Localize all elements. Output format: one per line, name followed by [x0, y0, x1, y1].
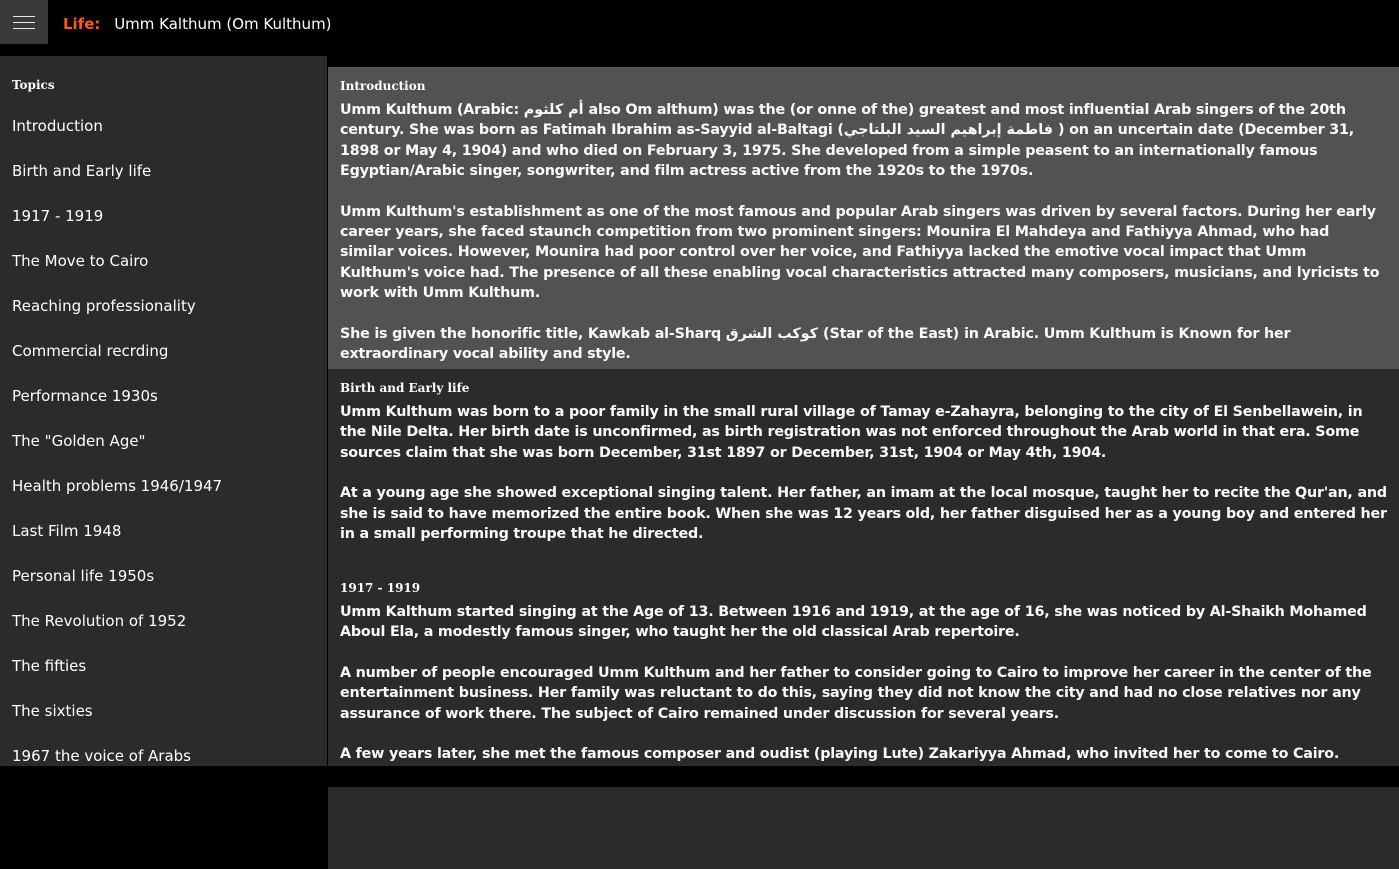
- topic-item-personal-life[interactable]: Personal life 1950s: [12, 567, 155, 585]
- topic-item-fifties[interactable]: The fifties: [12, 657, 87, 675]
- section-body: [340, 100, 1387, 364]
- paragraph: Umm Kulthum's establishment as one of the most famous and popular Arab singers was driven by several factors. During her early career years, she faced staunch competition from two prominent singers: Mounira El Mahdeya and Fathiyya Ahmad, who had similar voices. However, Mounira had poor control over her voice, and Fathiyya lacked the emotive vocal impact that Umm Kulthum's voice had. The presence of all these enabling vocal characteristics attracted many composers, musicians, and lyricists to work with Umm Kulthum.: [340, 203, 1380, 302]
- topics-sidebar[interactable]: [0, 56, 327, 766]
- paragraph: At a young age she showed exceptional singing talent. Her father, an imam at the local mosque, taught her to recite the Qur'an, and she is said to have memorized the entire book. When she was 12 years old, her father disguised her as a young boy and entered her in a small performing troupe that he directed.: [340, 485, 1387, 543]
- paragraph: Umm Kulthum was born to a poor family in the small rural village of Tamay e-Zahayra, belonging to the city of El Senbellawein, in the Nile Delta. Her birth date is unconfirmed, as birth registration was not enforced throughout the Arab world in that era. Some sources claim that she was born December, 31st 1897 or December, 31st, 1904 or May 4th, 1904.: [340, 404, 1363, 461]
- title-bar: [0, 0, 1399, 56]
- section-1917-1919[interactable]: [328, 569, 1399, 869]
- section-body: [340, 602, 1387, 785]
- title-text: Umm Kalthum (Om Kulthum): [114, 15, 332, 33]
- topic-item-move-to-cairo[interactable]: The Move to Cairo: [12, 252, 149, 270]
- topics-heading: Topics: [12, 78, 55, 92]
- topic-item-golden-age[interactable]: The "Golden Age": [12, 432, 146, 450]
- hamburger-line: [13, 28, 35, 29]
- topic-item-1967-voice-of-arabs[interactable]: 1967 the voice of Arabs: [12, 747, 191, 765]
- paragraph: A number of people encouraged Umm Kulthum and her father to consider going to Cairo to improve her career in the center of the entertainment business. Her family was reluctant to do this, saying they did not know the city and had no close relatives nor any assurance of work there. The subject of Cairo remained under discussion for several years.: [340, 664, 1372, 722]
- topic-item-health-problems[interactable]: Health problems 1946/1947: [12, 477, 223, 495]
- article-content[interactable]: [328, 67, 1399, 766]
- topic-item-sixties[interactable]: The sixties: [12, 702, 93, 720]
- topic-item-commercial-recording[interactable]: Commercial recrding: [12, 342, 169, 360]
- title-prefix: Life:: [63, 15, 101, 33]
- paragraph: Umm Kalthum started singing at the Age of 13. Between 1916 and 1919, at the age of 16, she was noticed by Al-Shaikh Mohamed Aboul Ela, a modestly famous singer, who taught her the old classical Arab repertoire.: [340, 604, 1367, 641]
- paragraph: Umm Kulthum (Arabic: أم كلثوم also Om althum) was the (or onne of the) greatest and most influential Arab singers of the 20th century. She was born as Fatimah Ibrahim as-Sayyid al-Baltagi (فاطمة إبراهيم السيد البلتاجي ) on an uncertain date (December 31, 1898 or May 4, 1904) and who died on February 3, 1975. She developed from a simple peasent to an internationally famous Egyptian/Arabic singer, songwriter, and film actress active from the 1920s to the 1970s.: [340, 102, 1355, 180]
- section-title: 1917 - 1919: [340, 581, 421, 595]
- bottom-bar: [0, 766, 1399, 787]
- section-body: [340, 402, 1387, 544]
- topic-list: [12, 115, 222, 790]
- section-title: Introduction: [340, 79, 426, 93]
- section-title: Birth and Early life: [340, 381, 470, 395]
- topic-item-introduction[interactable]: Introduction: [12, 117, 103, 135]
- topic-item-last-film[interactable]: Last Film 1948: [12, 522, 122, 540]
- hamburger-line: [13, 22, 35, 23]
- topic-item-birth-early-life[interactable]: Birth and Early life: [12, 162, 152, 180]
- hamburger-icon[interactable]: [0, 0, 48, 44]
- topic-item-1917-1919[interactable]: 1917 - 1919: [12, 207, 104, 225]
- topic-item-revolution-1952[interactable]: The Revolution of 1952: [12, 612, 187, 630]
- section-birth-early-life[interactable]: [328, 369, 1399, 569]
- topic-item-performance-1930s[interactable]: Performance 1930s: [12, 387, 158, 405]
- paragraph: A few years later, she met the famous composer and oudist (playing Lute) Zakariyya Ahmad, who invited her to come to Cairo.: [340, 746, 1340, 763]
- page-title: [63, 14, 332, 34]
- section-introduction[interactable]: [328, 67, 1399, 369]
- hamburger-line: [13, 16, 35, 17]
- paragraph: She is given the honorific title, Kawkab al-Sharq كوكب الشرق (Star of the East) in Arabic. Umm Kulthum is Known for her extraordinary vocal ability and style.: [340, 325, 1291, 363]
- topic-item-reaching-professionality[interactable]: Reaching professionality: [12, 297, 196, 315]
